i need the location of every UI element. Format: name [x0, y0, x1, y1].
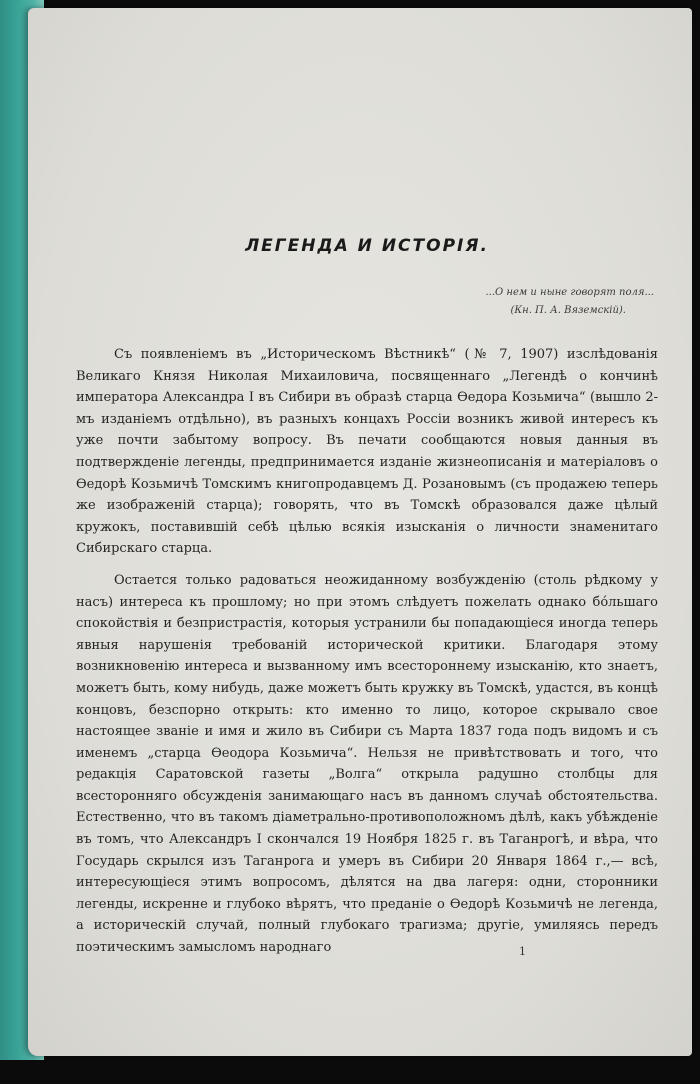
- document-page: [28, 8, 692, 1056]
- page-number: 1: [519, 945, 526, 958]
- epigraph-quote: ...О нем и ныне говорят поля...: [485, 287, 654, 298]
- epigraph: [76, 284, 658, 320]
- paragraph-2: Остается только радоваться неожиданному возбужденію (столь рѣдкому у насъ) интереса къ прошлому; но при этомъ слѣдуетъ пожелать однако бо́льшаго спокойствія и безпристрастія, которыя устранили бы попадающіеся иногда теперь явныя нарушенія требованій исторической критики. Благодаря этому возникновенію интереса и вызванному имъ всестороннему изысканію, кто знаетъ, можетъ быть, кому нибудь, даже можетъ быть кружку въ Томскѣ, удастся, въ концѣ концовъ, безспорно открыть: кто именно то лицо, которое скрывало свое настоящее званіе и имя и жило въ Сибири съ Марта 1837 года подъ видомъ и съ именемъ „старца Ѳеодора Козьмича“. Нельзя не привѣтствовать и того, что редакція Саратовской газеты „Волга“ открыла радушно столбцы для всесторонняго обсужденія занимающаго насъ въ данномъ случаѣ обстоятельства. Естественно, что въ такомъ діаметрально-противоположномъ дѣлѣ, какъ убѣжденіе въ томъ, что Александръ I скончался 19 Ноября 1825 г. въ Таганрогѣ, и вѣра, что Государь скрылся изъ Таганрога и умеръ въ Сибири 20 Января 1864 г.,— всѣ, интересующіеся этимъ вопросомъ, дѣлятся на два лагеря: одни, сторонники легенды, искренне и глубоко вѣрятъ, что преданіе о Ѳедорѣ Козьмичѣ не легенда, а историческій случай, полный глубокаго трагизма; другіе, умиляясь передъ поэтическимъ замысломъ народнаго: [76, 572, 658, 956]
- paragraph-1: Съ появленіемъ въ „Историческомъ Вѣстникѣ“ (№ 7, 1907) изслѣдованія Великаго Князя Николая Михаиловича, посвященнаго „Легендѣ о кончинѣ императора Александра I въ Сибири въ образѣ старца Ѳедора Козьмича“ (вышло 2-мъ изданіемъ отдѣльно), въ разныхъ концахъ Россіи возникъ живой интересъ къ уже почти забытому вопросу. Въ печати сообщаются новыя данныя въ подтвержденіе легенды, предпринимается изданіе жизнеописанія и матеріаловъ о Ѳедорѣ Козьмичѣ Томскимъ книгопродавцемъ Д. Розановымъ (съ продажею теперь же изображеній старца); говорять, что въ Томскѣ образовался даже цѣлый кружокъ, поставившій себѣ цѣлью всякія изысканія о личности знаменитаго Сибирскаго старца.: [76, 347, 658, 557]
- epigraph-attribution: (Кн. П. А. Вяземскій).: [510, 305, 626, 316]
- document-title: ЛЕГЕНДА И ИСТОРІЯ.: [245, 236, 489, 256]
- text-block: [76, 208, 658, 959]
